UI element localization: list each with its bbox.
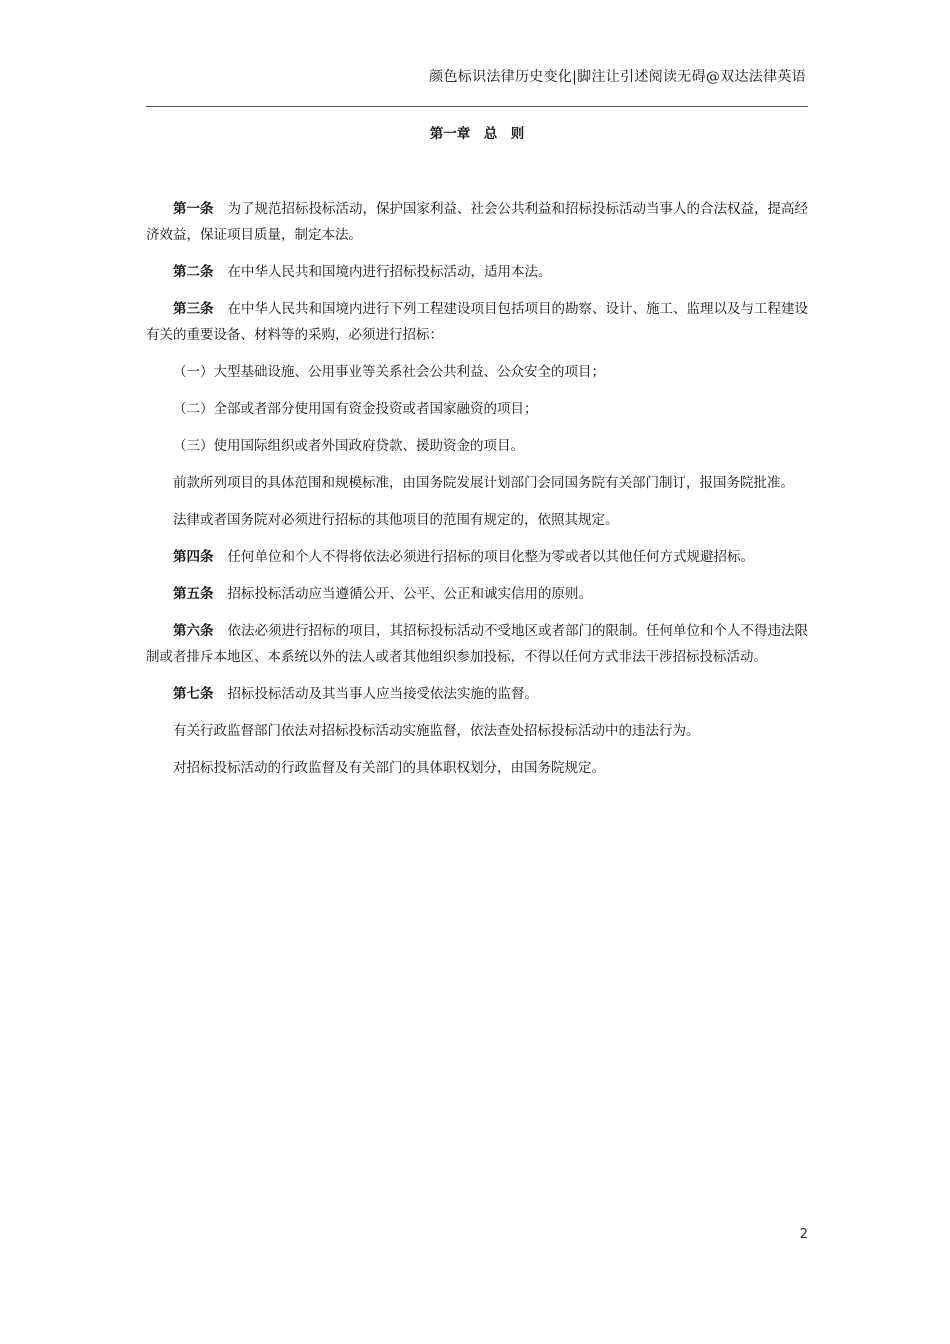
- article-number: 第一条: [173, 201, 214, 217]
- document-body: [146, 196, 808, 792]
- header-divider: [146, 106, 808, 107]
- article-text: 任何单位和个人不得将依法必须进行招标的项目化整为零或者以其他任何方式规避招标。: [227, 549, 754, 565]
- article-number: 第六条: [173, 623, 214, 639]
- article-7-paragraph-3: 对招标投标活动的行政监督及有关部门的具体职权划分，由国务院规定。: [173, 760, 605, 776]
- article-3-paragraph-3: 法律或者国务院对必须进行招标的其他项目的范围有规定的，依照其规定。: [173, 512, 619, 528]
- article-3: [146, 296, 808, 348]
- article-number: 第七条: [173, 686, 214, 702]
- article-text: 为了规范招标投标活动，保护国家利益、社会公共利益和招标投标活动当事人的合法权益，提高经济效益，保证项目质量，制定本法。: [146, 201, 808, 243]
- page-number: 2: [799, 1227, 808, 1242]
- article-3-item-3: （三）使用国际组织或者外国政府贷款、援助资金的项目。: [173, 438, 524, 454]
- article-6: [146, 618, 808, 670]
- article-5: [146, 581, 808, 607]
- article-3-item-2: （二）全部或者部分使用国有资金投资或者国家融资的项目；: [173, 401, 538, 417]
- article-4: [146, 544, 808, 570]
- article-1: [146, 196, 808, 248]
- chapter-title: 第一章 总 则: [429, 126, 525, 142]
- article-2: [146, 259, 808, 285]
- article-number: 第五条: [173, 586, 214, 602]
- article-text: 在中华人民共和国境内进行招标投标活动，适用本法。: [227, 264, 552, 280]
- article-number: 第三条: [173, 301, 214, 317]
- article-text: 依法必须进行招标的项目，其招标投标活动不受地区或者部门的限制。任何单位和个人不得违法限制或者排斥本地区、本系统以外的法人或者其他组织参加投标，不得以任何方式非法干涉招标投标活动。: [146, 623, 808, 665]
- article-text: 招标投标活动应当遵循公开、公平、公正和诚实信用的原则。: [227, 586, 592, 602]
- article-3-item-1: （一）大型基础设施、公用事业等关系社会公共利益、公众安全的项目；: [173, 364, 605, 380]
- article-7-paragraph-2: 有关行政监督部门依法对招标投标活动实施监督，依法查处招标投标活动中的违法行为。: [173, 723, 700, 739]
- article-number: 第四条: [173, 549, 214, 565]
- article-text: 在中华人民共和国境内进行下列工程建设项目包括项目的勘察、设计、施工、监理以及与工程建设有关的重要设备、材料等的采购，必须进行招标：: [146, 301, 808, 343]
- article-3-paragraph-2: 前款所列项目的具体范围和规模标准，由国务院发展计划部门会同国务院有关部门制订，报国务院批准。: [173, 475, 794, 491]
- article-7: [146, 681, 808, 707]
- article-number: 第二条: [173, 264, 214, 280]
- page-header: 颜色标识法律历史变化|脚注让引述阅读无碍@双达法律英语: [429, 69, 806, 85]
- article-text: 招标投标活动及其当事人应当接受依法实施的监督。: [227, 686, 538, 702]
